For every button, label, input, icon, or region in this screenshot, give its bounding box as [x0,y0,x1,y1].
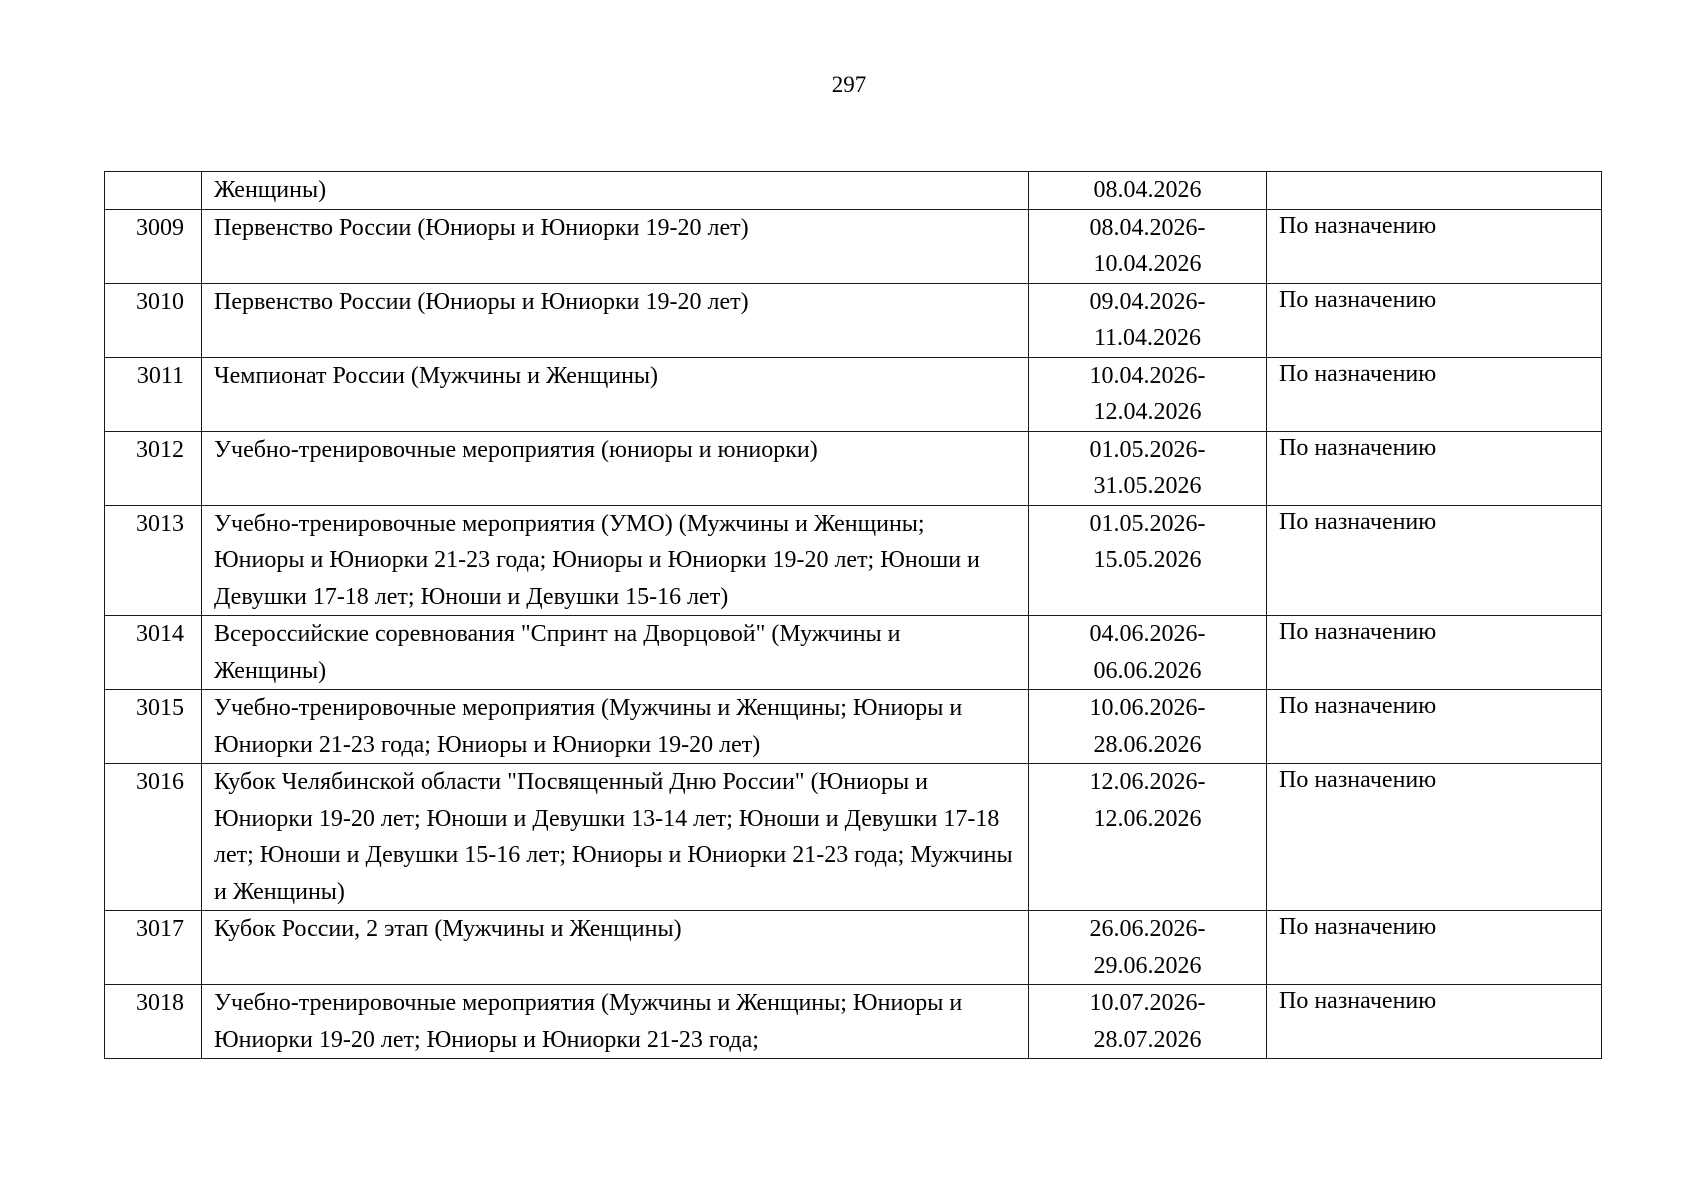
event-name: Первенство России (Юниоры и Юниорки 19-20 лет) [202,283,1029,357]
table-row-continuation [105,172,1602,210]
event-dates [1029,764,1267,911]
date-start: 10.06.2026- [1089,695,1206,721]
event-name: Учебно-тренировочные мероприятия (Мужчины и Женщины; Юниоры и Юниорки 21-23 года; Юниоры и Юниорки 19-20 лет) [202,690,1029,764]
event-dates [1029,357,1267,431]
place-text: По назначению [1279,434,1437,461]
row-number: 3010 [105,283,202,357]
date-end: 12.06.2026 [1093,805,1202,832]
table-row [105,985,1602,1059]
table-row [105,505,1602,616]
date-end: 28.07.2026 [1093,1026,1202,1053]
event-name: Всероссийские соревнования "Спринт на Дворцовой" (Мужчины и Женщины) [202,616,1029,690]
page-number: 297 [831,72,867,97]
place-text: По назначению [1279,693,1437,719]
date-end: 06.06.2026 [1093,657,1202,684]
event-name: Кубок Челябинской области "Посвященный Дню России" (Юниоры и Юниорки 19-20 лет; Юноши и Девушки 13-14 лет; Юноши и Девушки 17-18 лет; Юноши и Девушки 15-16 лет; Юниоры и Юниорки 21-23 года; Мужчины и Женщины) [202,764,1029,911]
event-dates [1029,431,1267,505]
place-text: По назначению [1279,360,1437,387]
event-place [1267,283,1602,357]
table-row [105,283,1602,357]
event-dates [1029,985,1267,1059]
event-place [1267,911,1602,985]
event-place [1267,172,1602,210]
table-row [105,911,1602,985]
table-row [105,209,1602,283]
row-number [105,172,202,210]
date-start: 04.06.2026- [1089,621,1206,647]
row-number: 3015 [105,690,202,764]
date-end: 10.04.2026 [1093,251,1202,277]
event-date: 08.04.2026 [1029,172,1267,210]
date-end: 12.04.2026 [1093,399,1202,425]
event-name: Учебно-тренировочные мероприятия (УМО) (Мужчины и Женщины; Юниоры и Юниорки 21-23 года; Юниоры и Юниорки 19-20 лет; Юноши и Девушки 17-18 лет; Юноши и Девушки 15-16 лет) [202,505,1029,616]
date-start: 09.04.2026- [1089,288,1206,315]
event-dates [1029,505,1267,616]
date-start: 10.04.2026- [1089,362,1206,389]
place-text: По назначению [1279,914,1437,940]
event-place [1267,764,1602,911]
events-table [104,171,1602,1059]
row-number: 3016 [105,764,202,911]
date-end: 28.06.2026 [1093,731,1202,758]
event-dates [1029,209,1267,283]
event-place [1267,209,1602,283]
row-number: 3017 [105,911,202,985]
date-start: 12.06.2026- [1089,769,1206,795]
date-start: 10.07.2026- [1089,990,1206,1016]
date-start: 01.05.2026- [1089,510,1206,537]
event-name: Женщины) [202,172,1029,210]
row-number: 3011 [105,357,202,431]
place-text: По назначению [1279,286,1437,313]
event-place [1267,431,1602,505]
event-dates [1029,283,1267,357]
table-row [105,690,1602,764]
place-text: По назначению [1279,212,1437,239]
date-start: 26.06.2026- [1089,916,1206,942]
table-row [105,357,1602,431]
event-place [1267,616,1602,690]
place-text: По назначению [1279,767,1437,793]
place-text: По назначению [1279,988,1437,1014]
event-name: Учебно-тренировочные мероприятия (Мужчины и Женщины; Юниоры и Юниорки 19-20 лет; Юниоры и Юниорки 21-23 года; [202,985,1029,1059]
date-end: 29.06.2026 [1093,952,1202,979]
date-end: 11.04.2026 [1093,325,1202,351]
table-row [105,764,1602,911]
date-end: 15.05.2026 [1093,547,1202,573]
row-number: 3009 [105,209,202,283]
row-number: 3013 [105,505,202,616]
date-end: 31.05.2026 [1093,473,1202,499]
row-number: 3014 [105,616,202,690]
event-name: Чемпионат России (Мужчины и Женщины) [202,357,1029,431]
event-place [1267,357,1602,431]
event-dates [1029,616,1267,690]
row-number: 3018 [105,985,202,1059]
event-dates [1029,690,1267,764]
place-text: По назначению [1279,508,1437,535]
place-text: По назначению [1279,619,1437,645]
event-place [1267,985,1602,1059]
event-dates [1029,911,1267,985]
date-start: 01.05.2026- [1089,436,1206,463]
event-name: Первенство России (Юниоры и Юниорки 19-20 лет) [202,209,1029,283]
row-number: 3012 [105,431,202,505]
event-place [1267,690,1602,764]
table-row [105,431,1602,505]
event-name: Кубок России, 2 этап (Мужчины и Женщины) [202,911,1029,985]
event-place [1267,505,1602,616]
table-row [105,616,1602,690]
date-start: 08.04.2026- [1089,214,1206,241]
event-name: Учебно-тренировочные мероприятия (юниоры и юниорки) [202,431,1029,505]
